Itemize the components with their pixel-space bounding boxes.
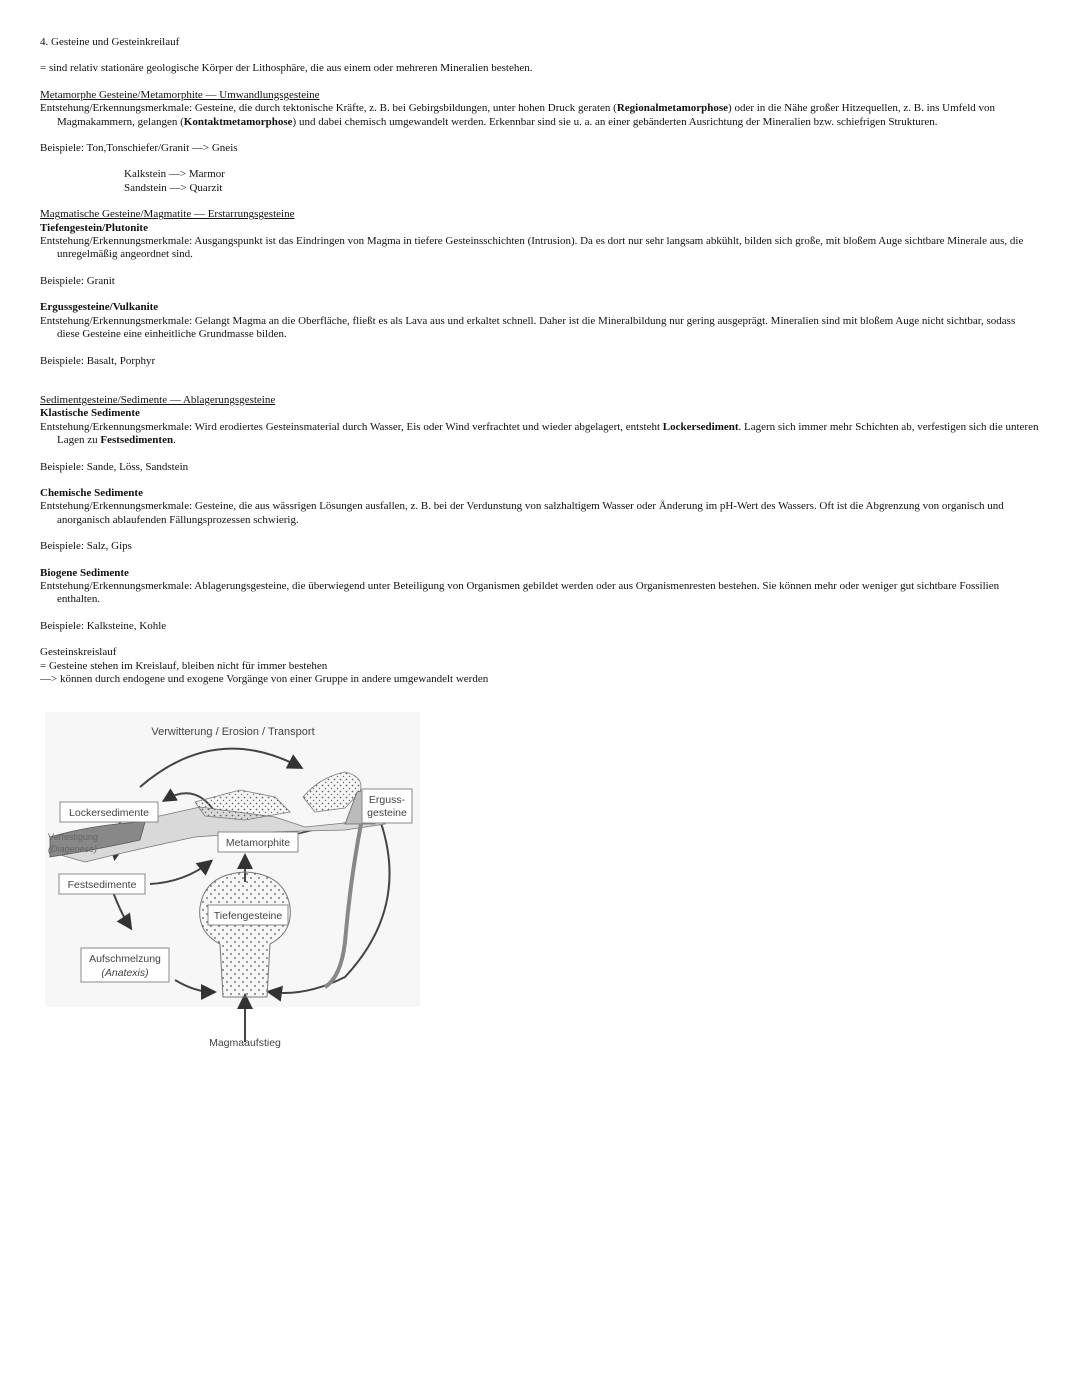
metamorph-examples: Beispiele: Ton,Tonschiefer/Granit —> Gneis	[40, 142, 238, 155]
tiefengestein-examples: Beispiele: Granit	[40, 274, 115, 287]
klastisch-heading: Klastische Sedimente	[40, 407, 140, 420]
rock-cycle-diagram	[45, 712, 420, 1057]
rock-cycle-svg	[45, 712, 420, 1057]
kreislauf-line-2: —> können durch endogene und exogene Vorgänge von einer Gruppe in andere umgewandelt werden	[40, 673, 489, 685]
label-metamorphite: Metamorphite	[225, 837, 291, 849]
klastisch-examples: Beispiele: Sande, Löss, Sandstein	[40, 460, 189, 473]
metamorph-example-marmor: Kalkstein —> Marmor	[124, 168, 225, 181]
magmatisch-heading: Magmatische Gesteine/Magmatite — Erstarrungsgesteine	[40, 208, 295, 221]
ergussgestein-description: Entstehung/Erkennungsmerkmale: Gelangt Magma an die Oberfläche, fließt es als Lava aus und erkaltet schnell. Daher ist die Mineralbildung nur gering ausgeprägt. Mineralien sind mit bloßem Auge nicht sichtbar, sodass diese Gesteine eine einheitliche Grundmasse bilden.	[40, 314, 1016, 341]
metamorph-description: Entstehung/Erkennungsmerkmale: Gesteine, die durch tektonische Kräfte, z. B. bei Gebirgsbildungen, unter hohen Druck geraten (Regionalmetamorphose) oder in die Nähe großer Hitzequellen, z. B. ins Umfeld von Magmakammern, gelangen (Kontaktmetamorphose) und dabei chemisch umgewandelt werden. Erkennbar sind sie u. a. an einer gebänderten Ausrichtung der Mineralien bzw. schiefrigen Strukturen.	[40, 102, 996, 128]
label-aufschmelzung: Aufschmelzung	[89, 953, 161, 965]
kreislauf-heading: Gesteinskreislauf	[40, 646, 117, 659]
label-diagenese: (Diagenese)	[48, 844, 98, 854]
label-lockersedimente: Lockersedimente	[69, 807, 149, 819]
label-ergussgesteine-2: gesteine	[367, 807, 407, 819]
tiefengestein-description: Entstehung/Erkennungsmerkmale: Ausgangspunkt ist das Eindringen von Magma in tiefere Gesteinsschichten (Intrusion). Da es dort nur sehr langsam abkühlt, bilden sich große, mit bloßem Auge sichtbare Minerale aus, die unregelmäßig angeordnet sind.	[40, 235, 1024, 261]
biogen-heading: Biogene Sedimente	[40, 566, 129, 579]
label-verfestigung: Verfestigung	[48, 832, 99, 842]
kreislauf-line-1: = Gesteine stehen im Kreislauf, bleiben nicht für immer bestehen	[40, 659, 328, 672]
ergussgestein-heading: Ergussgesteine/Vulkanite	[40, 301, 159, 314]
chemisch-heading: Chemische Sedimente	[40, 486, 143, 499]
tiefengestein-heading: Tiefengestein/Plutonite	[40, 221, 148, 234]
label-festsedimente: Festsedimente	[67, 879, 137, 891]
biogen-examples: Beispiele: Kalksteine, Kohle	[40, 619, 167, 632]
biogen-description: Entstehung/Erkennungsmerkmale: Ablagerungsgesteine, die überwiegend unter Beteiligung von Organismen gebildet werden oder aus Organismenresten bestehen. Sie können mehr oder weniger gut sichtbare Fossilien enthalten.	[40, 579, 1000, 606]
label-tiefengesteine: Tiefengesteine	[213, 910, 283, 922]
chemisch-examples: Beispiele: Salz, Gips	[40, 540, 132, 553]
document-body	[40, 36, 1040, 686]
klastisch-description: Entstehung/Erkennungsmerkmale: Wird erodiertes Gesteinsmaterial durch Wasser, Eis oder Wind verfrachtet und wieder abgelagert, entsteht Lockersediment. Lagern sich immer mehr Schichten ab, verfestigen sich die unteren Lagen zu Festsedimenten.	[40, 420, 1039, 447]
label-anatexis: (Anatexis)	[101, 967, 149, 979]
chemisch-description: Entstehung/Erkennungsmerkmale: Gesteine, die aus wässrigen Lösungen ausfallen, z. B. bei der Verdunstung von salzhaltigem Wasser oder Änderung im pH-Wert des Wassers. Oft ist die Abgrenzung von organisch und anorganisch ablaufenden Fällungsprozessen schwierig.	[40, 500, 1004, 526]
sediment-heading: Sedimentgesteine/Sedimente — Ablagerungsgesteine	[40, 393, 276, 406]
label-magmaaufstieg: Magmaaufstieg	[209, 1037, 281, 1049]
label-ergussgesteine-1: Erguss-	[368, 794, 406, 806]
definition-text: = sind relativ stationäre geologische Körper der Lithosphäre, die aus einem oder mehreren Mineralien bestehen.	[40, 62, 533, 75]
metamorph-heading: Metamorphe Gesteine/Metamorphite — Umwandlungsgesteine	[40, 88, 320, 101]
ergussgestein-examples: Beispiele: Basalt, Porphyr	[40, 354, 156, 367]
page-title: 4. Gesteine und Gesteinkreilauf	[40, 36, 180, 48]
label-weathering: Verwitterung / Erosion / Transport	[151, 726, 315, 738]
metamorph-example-quarzit: Sandstein —> Quarzit	[124, 181, 223, 194]
